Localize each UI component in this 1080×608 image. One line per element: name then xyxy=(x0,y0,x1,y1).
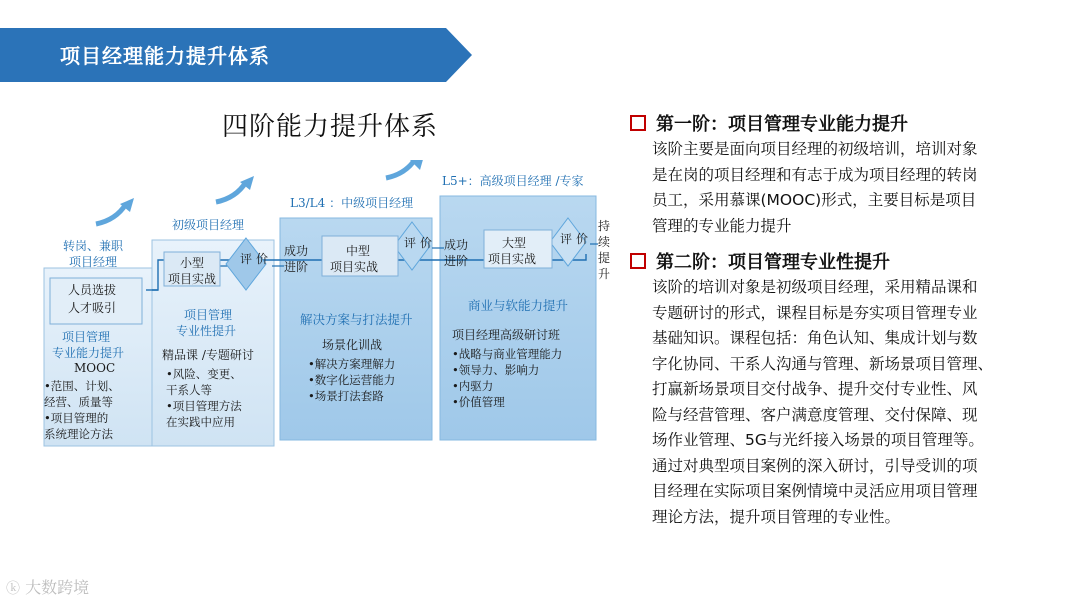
bullet-square-icon xyxy=(630,115,646,131)
stage1-bullet-1: •范围、计划、 xyxy=(44,379,120,393)
stage1-capability-1: 项目管理 xyxy=(62,330,111,344)
stage4-practice-2: 项目实战 xyxy=(488,252,537,266)
stage4-capability: 商业与软能力提升 xyxy=(468,298,569,313)
stage3-capability: 解决方案与打法提升 xyxy=(300,312,413,327)
stage4-bullet-3: •内驱力 xyxy=(452,379,494,393)
stage1-level: 转岗、兼职 项目经理 xyxy=(62,239,123,269)
stage2-level: 初级项目经理 xyxy=(172,218,245,232)
continue-label: 持 续 提 升 xyxy=(598,219,611,281)
stage3-eval: 评价 xyxy=(404,236,437,250)
diagram-title: 四阶能力提升体系 xyxy=(222,112,439,142)
stage3-practice-2: 项目实战 xyxy=(330,260,379,274)
stage4-advance-1: 成功 xyxy=(444,238,469,252)
stage3-advance-1: 成功 xyxy=(284,244,309,258)
swoosh-arrow-3 xyxy=(386,160,416,178)
stage1-capability-2: 专业能力提升 xyxy=(52,346,125,360)
page-title: 项目经理能力提升体系 xyxy=(60,44,270,68)
stage1-bullet-4: 系统理论方法 xyxy=(44,427,113,441)
stage1-bullet-2: 经营、质量等 xyxy=(44,395,113,409)
stage2-practice-1: 小型 xyxy=(180,256,205,270)
swoosh-arrow-2 xyxy=(216,182,246,202)
stage4-level: L5+：高级项目经理 /专家 xyxy=(442,174,584,188)
stage2-bullet-3: •项目管理方法 xyxy=(166,399,242,413)
stage2-bullet-1: •风险、变更、 xyxy=(166,367,242,381)
stage3-practice-1: 中型 xyxy=(346,244,371,258)
stage4-bullet-4: •价值管理 xyxy=(452,395,505,409)
section1-body: 该阶主要是面向项目经理的初级培训，培训对象 是在岗的项目经理和有志于成为项目经理的转岗 员工，采用慕课(MOOC)形式，主要目标是项目 管理的专业能力提升 xyxy=(652,140,978,235)
section2-body: 该阶的培训对象是初级项目经理，采用精品课和 专题研讨的形式，课程目标是夯实项目管理专业 基础知识。课程包括：角色认知、集成计划与数 字化协同、干系人沟通与管理、新场景项目管理、 打赢新场景项目交付战争、提升交付专业性、风 险与经营管理、客户满意度管理、交付保障、现 场作业管理、5G与光纤接入场景的项目管理等。 通过对典型项目案例的深入研讨，引导受训的项 目经理在实际项目案例情境中灵活应用项目管理 理论方法，提升项目管理的专业性。 xyxy=(652,278,994,526)
stage2-capability-2: 专业性提升 xyxy=(176,324,237,338)
stage3-bullet-3: •场景打法套路 xyxy=(308,389,384,403)
stage2-eval: 评价 xyxy=(240,252,273,266)
stage3-method: 场景化训战 xyxy=(322,338,383,352)
stage1-select-2: 人才吸引 xyxy=(68,301,117,315)
stage4-practice-1: 大型 xyxy=(502,236,527,250)
bullet-square-icon xyxy=(630,253,646,269)
stage2-method: 精品课 /专题研讨 xyxy=(162,348,254,362)
capability-diagram xyxy=(40,160,620,460)
stage1-method: MOOC xyxy=(74,361,116,375)
stage4-bullet-1: •战略与商业管理能力 xyxy=(452,347,563,361)
watermark-logo-icon: ⓚ xyxy=(6,581,20,597)
stage4-eval: 评价 xyxy=(560,232,593,246)
stage1-bullet-3: •项目管理的 xyxy=(44,411,109,425)
stage2-bullet-4: 在实践中应用 xyxy=(166,415,235,429)
section2-heading: 第二阶：项目管理专业性提升 xyxy=(630,248,890,274)
swoosh-arrow-1 xyxy=(96,204,126,224)
stage3-level: L3/L4 ：中级项目经理 xyxy=(290,196,414,210)
stage4-bullet-2: •领导力、影响力 xyxy=(452,363,540,377)
stage3-bullet-2: •数字化运营能力 xyxy=(308,373,396,387)
watermark: ⓚ 大数跨境 xyxy=(6,578,90,597)
stage3-advance-2: 进阶 xyxy=(284,260,309,274)
stage2-bullet-2: 干系人等 xyxy=(166,383,212,397)
stage4-advance-2: 进阶 xyxy=(444,254,469,268)
header-banner xyxy=(0,28,472,82)
stage2-capability-1: 项目管理 xyxy=(184,308,233,322)
stage4-method: 项目经理高级研讨班 xyxy=(452,328,561,342)
stage1-select-1: 人员选拔 xyxy=(68,283,117,297)
section1-heading: 第一阶：项目管理专业能力提升 xyxy=(630,110,908,136)
stage2-practice-2: 项目实战 xyxy=(168,272,217,286)
stage3-bullet-1: •解决方案理解力 xyxy=(308,357,396,371)
